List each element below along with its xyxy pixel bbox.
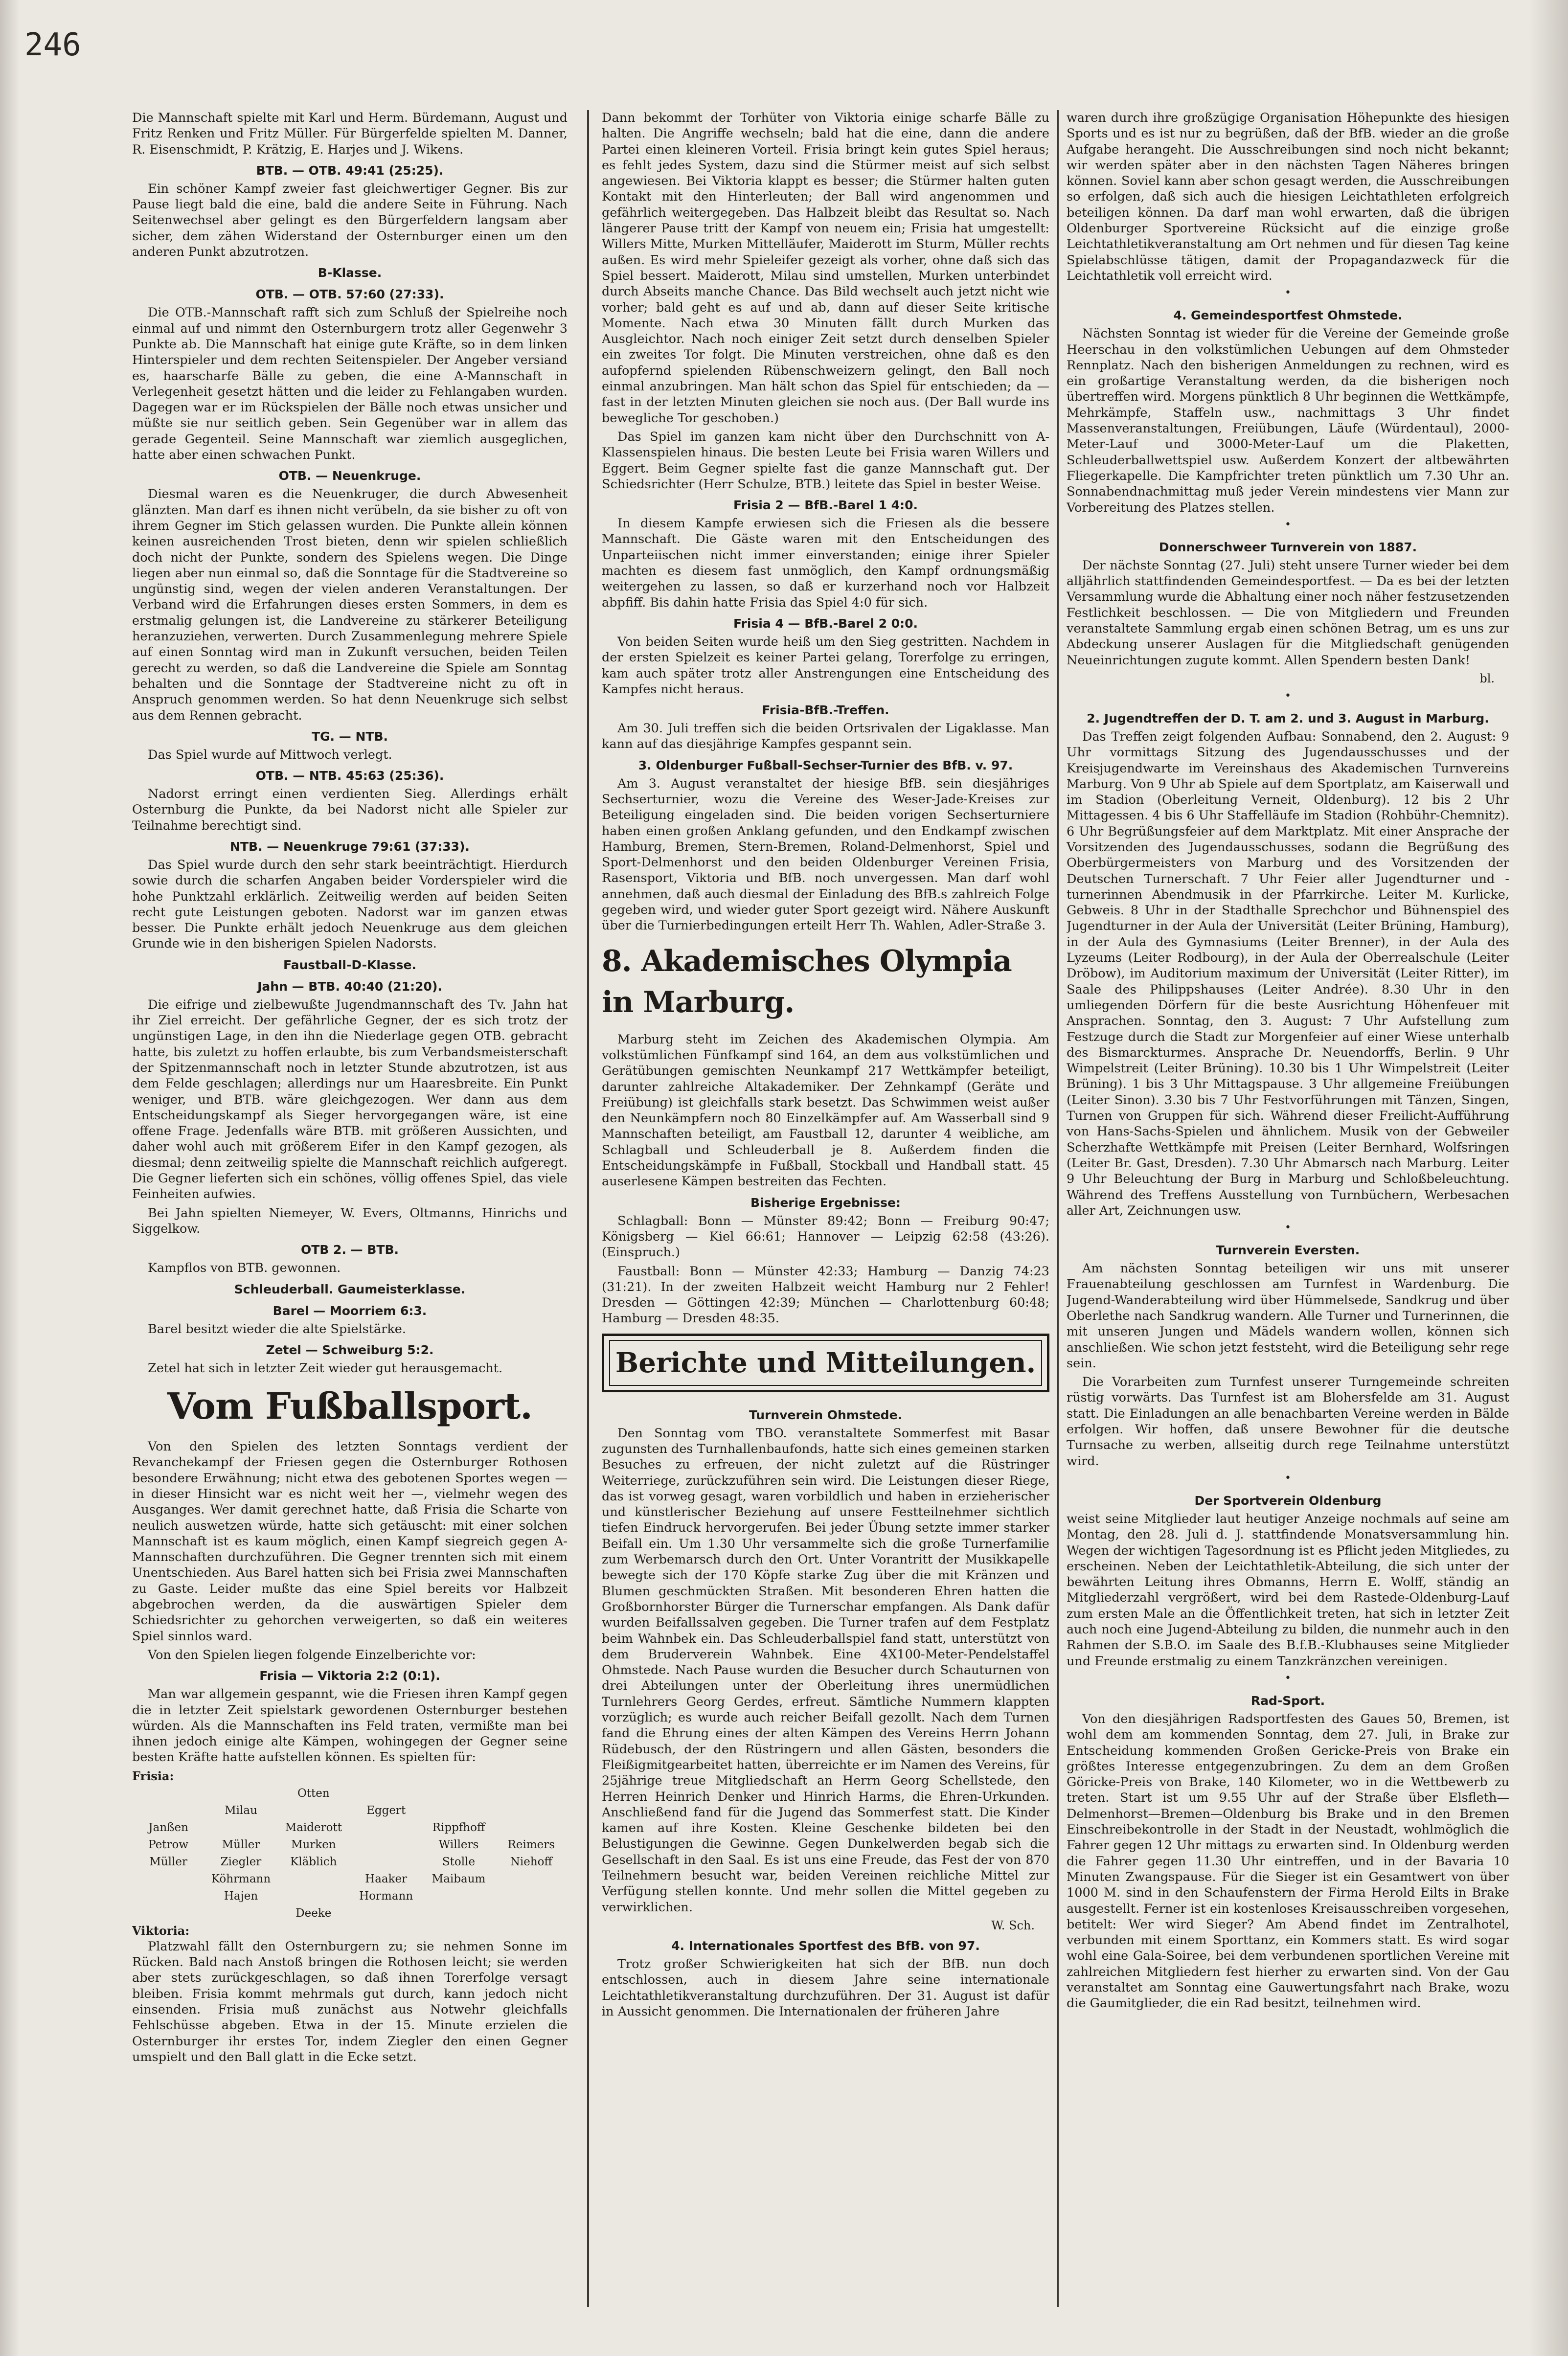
article-heading: 4. Internationales Sportfest des BfB. von 97. bbox=[671, 1938, 980, 1953]
team-label: Viktoria: bbox=[132, 1923, 190, 1938]
player-name: Reimers bbox=[507, 1838, 555, 1851]
match-heading: Barel — Moorriem 6:3. bbox=[273, 1303, 427, 1318]
paragraph: Trotz großer Schwierigkeiten hat sich der BfB. nun doch entschlossen, auch in diesem Jahre seine internationale Leichtathletikveranstaltung durchzuführen. Der 31. August ist dafür in Aussicht genommen. Die Internationalen der früheren Jahre bbox=[602, 1956, 1049, 2019]
paragraph: Das Treffen zeigt folgenden Aufbau: Sonnabend, den 2. August: 9 Uhr vormittags Sitzung des Jugendausschusses und der Kreisjugendwarte im Vereinshaus des Akademischen Turnvereins Marburg. Von 9 Uhr ab Spiele auf dem Sportplatz, am Kaiserwall und im Stadion (Oberleitung Verneit, Oldenburg). 12 bis 2 Uhr Mittagessen. 4 bis 6 Uhr Staffelläufe im Stadion (Rohbühr-Chemnitz). 6 Uhr Begrüßungsfeier auf dem Marktplatz. Mit einer Ansprache der Vorsitzenden des Jugendausschusses, sodann die Begrüßung des Oberbürgermeisters von Marburg und des Vorsitzenden der Deutschen Turnerschaft. 7 Uhr Feier aller Jugendturner und -turnerinnen Abendmusik in der Pfarrkirche. Leiter M. Kurlicke, Gebweis. 8 Uhr in der Stadthalle Sprechchor und Bühnenspiel des Jugendturner in der Aula der Universität (Leiter Brüning, Hamburg), in der Aula des Gymnasiums (Leiter Brenner), in der Aula des Lyzeums (Leiter Rodbourg), in der Aula der Oberrealschule (Leiter Dröbow), im Auditorium maximum der Universität (Leiter Ritter), im Saale des Philippshauses (Leiter Andrée). 8.30 Uhr in den umliegenden Dörfern für die beste Ausrichtung Höhenfeuer mit Ansprachen. Sonntag, den 3. August: 7 Uhr Aufstellung zum Festzuge durch die Stadt zur Morgenfeier auf einer Wiese unterhalb des Bismarckturmes. Ansprache Dr. Neuendorffs, Berlin. 9 Uhr Wimpelstreit (Leiter Brüning). 10.30 bis 1 Uhr Wimpelstreit (Leiter Brüning). 1 bis 3 Uhr Mittagspause. 3 Uhr allgemeine Freiübungen (Leiter Sinon). 3.30 bis 7 Uhr Festvorführungen mit Tänzen, Singen, Turnen von Gruppen für sich. Während dieser Freilicht-Aufführung von Hans-Sachs-Spielen und ähnlichem. Musik von der Gebweiler Scherzhafte Wettkämpfe mit Preisen (Leiter Bernhard, Wolfsringen (Leiter Br. Gast, Dresden). 7.30 Uhr Abmarsch nach Marburg. Leiter 9 Uhr Beleuchtung der Burg in Marburg und Schloßbeleuchtung. Während des Treffens Ausstellung von Turnbüchern, Werbesachen aller Art, Zeichnungen usw. bbox=[1067, 729, 1509, 1218]
article-heading: 3. Oldenburger Fußball-Sechser-Turnier des BfB. v. 97. bbox=[638, 758, 1013, 772]
player-name: Hajen bbox=[224, 1889, 258, 1903]
player-name bbox=[350, 1837, 422, 1853]
player-name bbox=[277, 1803, 350, 1818]
page-edge-shadow-right bbox=[1529, 0, 1568, 2356]
player-name bbox=[350, 1786, 422, 1801]
match-heading: OTB 2. — BTB. bbox=[300, 1243, 399, 1257]
player-name: Niehoff bbox=[510, 1855, 552, 1868]
paragraph: Am 30. Juli treffen sich die beiden Ortsrivalen der Ligaklasse. Man kann auf das diesjährige Kampfes gespannt sein. bbox=[602, 721, 1049, 752]
paragraph: Am nächsten Sonntag beteiligen wir uns mit unserer Frauenabteilung geschlossen am Turnfest in Wardenburg. Die Jugend-Wanderabteilung wird über Hümmelsede, Sandkrug und über Oberlethe nach Sandkrug wandern. Alle Turner und Turnerinnen, die mit unseren Jungen und Mädels wandern wollen, können sich anschließen. Wie schon jetzt feststeht, wird die Beteiligung sehr rege sein. bbox=[1067, 1261, 1509, 1371]
player-name bbox=[132, 1803, 205, 1818]
paragraph: Am 3. August veranstaltet der hiesige BfB. sein diesjähriges Sechserturnier, wozu die Vereine des Weser-Jade-Kreises zur Beteiligung eingeladen sind. Die beiden vorigen Sechserturniere haben einen großen Anklang gefunden, und den Endkampf zwischen Hamburg, Bremen, Stern-Bremen, Roland-Delmenhorst, Spiel und Sport-Delmenhorst und den beiden Oldenburger Vereinen Frisia, Rasensport, Viktoria und BfB. noch unvergessen. Man darf wohl annehmen, daß auch diesmal der Einladung des BfB.s zahlreich Folge gegeben wird, und wieder guter Sport gezeigt wird. Nähere Auskunft über die Turnierbedingungen erteilt Herr Th. Wahlen, Adler-Straße 3. bbox=[602, 776, 1049, 933]
paragraph: Schlagball: Bonn — Münster 89:42; Bonn — Freiburg 90:47; Königsberg — Kiel 66:61; Hannover — Leipzig 62:58 (43:26). (Einspruch.) bbox=[602, 1213, 1049, 1260]
player-name bbox=[205, 1820, 277, 1835]
paragraph: Man war allgemein gespannt, wie die Friesen ihren Kampf gegen die in letzter Zeit spielstark gewordenen Osternburger bestehen würden. Als die Mannschaften ins Feld traten, vermißte man bei ihnen jedoch einige alte Kämpen, wohingegen der Gegner seine besten Kräfte hatte aufstellen können. Es spielten für: bbox=[132, 1687, 568, 1765]
player-name: Müller bbox=[222, 1838, 260, 1851]
player-name bbox=[422, 1889, 495, 1904]
paragraph: Von den diesjährigen Radsportfesten des Gaues 50, Bremen, ist wohl dem am kommenden Sonntag, dem 27. Juli, in Brake zur Entscheidung kommenden Großen Gericke-Preis von Brake ein größtes Interesse entgegenzubringen. Zu dem an dem Großen Göricke-Preis von Brake, 140 Kilometer, wo in die Wettbewerb zu treten. Start ist um 9.55 Uhr auf der Straße über Elsfleth—Delmenhorst—Bremen—Oldenburg bis Brake und in den Bremen Einschreibekontrolle in der Stadt in der Neustadt, wohlmöglich die Fahrer gegen 12 Uhr mittags zu erwarten sind. In Oldenburg werden die Fahrer gegen 11.30 Uhr eintreffen, und in der Bavaria 10 Minuten Zwangspause. Für die Sieger ist ein Gesamtwert von über 1000 M. sind in den Schaufenstern der Firma Herold Eilts in Brake ausgestellt. Ferner ist ein kostenloses Kreisausschreiben vorgesehen, betitelt: Wer wird Sieger? Am Abend findet im Zentralhotel, verbunden mit einem Sporttanz, ein Kommers statt. Es wird sogar wohl eine Gala-Soiree, bei dem verbundenen sportlichen Vereine mit zahlreichen Mitgliedern fest hierher zu erwarten sind. Von der Gau veranstaltet am Sonntag eine Gauwertungsfahrt nach Brake, wozu die Gaumitglieder, die ein Rad besitzt, teilnehmen wird. bbox=[1067, 1711, 1509, 2011]
team-label: Frisia: bbox=[132, 1768, 174, 1783]
player-name: Haaker bbox=[365, 1872, 408, 1885]
paragraph: Den Sonntag vom TBO. veranstaltete Sommerfest mit Basar zugunsten des Turnhallenbaufonds, hatte sich eines gemeinen starken Besuches zu erfreuen, der nicht zuletzt auf die Rüstringer Weiterriege, zurückzuführen sein wird. Die Leistungen dieser Riege, das ist vorweg gesagt, waren vorbildlich und haben in erzieherischer und künstlerischer Beziehung auf unsere Festteilnehmer sichtlich tiefen Eindruck hervorgerufen. Bei jeder Übung setzte immer starker Beifall ein. Um 1.30 Uhr versammelte sich die große Turnerfamilie zum Werbemarsch durch den Ort. Unter Vorantritt der Musikkapelle bewegte sich der 170 Köpfe starke Zug über die mit Kränzen und Blumen geschmückten Straßen. Mit besonderen Ehren hatten die Großbornhorster Bürger die Turnerschar empfangen. Als Dank dafür wurden Beifallssalven gegeben. Die Turner trafen auf dem Festplatz beim Wahnbek ein. Das Schleuderballspiel fand statt, unterstützt von dem Bruderverein Wahnbek. Eine 4X100-Meter-Pendelstaffel Ohmstede. Nach Pause wurden die Besucher durch Schauturnen von drei Abteilungen unter der Oberleitung ihres unermüdlichen Turnlehrers Georg Gerdes, erfreut. Sämtliche Nummern klappten vorzüglich; es wurde auch reicher Beifall gezollt. Nach dem Turnen fand die Ehrung eines der alten Kämpen des Vereins Herrn Johann Rüdebusch, der den Rüstringern und allen Gästen, besonders die Fleißigmitgearbeitet hatten, überreichte er im Namen des Vereins, für 25jährige treue Mitgliedschaft an Herrn Georg Schellstede, den Herren Heinrich Denker und Hinrich Harms, die Ehren-Urkunden. Anschließend fand für die Jugend das Sommerfest statt. Die Kinder kamen auf ihre Kosten. Kleine Geschenke bildeten bei den Belustigungen die Gewinne. Gegen Dunkelwerden begab sich die Gesellschaft in den Saal. Es ist uns eine Freude, das Fest der von 870 Teilnehmern besucht war, beiden Vereinen reichliche Mittel zur Verfügung stellen konnte. Und mehr sollen die Mittel gegeben zu verwirklichen. bbox=[602, 1426, 1049, 1915]
match-heading: TG. — NTB. bbox=[311, 729, 388, 744]
player-name bbox=[205, 1786, 277, 1801]
lineup-row bbox=[132, 1803, 568, 1818]
player-name bbox=[495, 1820, 568, 1835]
page-edge-shadow-left bbox=[0, 0, 20, 2356]
match-heading: OTB. — NTB. 45:63 (25:36). bbox=[255, 769, 444, 783]
paragraph: Nadorst erringt einen verdienten Sieg. Allerdings erhält Osternburg die Punkte, da bei Nadorst nicht alle Spieler zur Teilnahme berechtigt sind. bbox=[132, 787, 568, 833]
player-name bbox=[132, 1872, 205, 1887]
player-name: Maibaum bbox=[432, 1872, 486, 1885]
player-name bbox=[277, 1889, 350, 1904]
lineup bbox=[132, 1786, 568, 1921]
paragraph: Die Mannschaft spielte mit Karl und Herm. Bürdemann, August und Fritz Renken und Fritz Müller. Für Bürgerfelde spielten M. Danner, R. Eisenschmidt, P. Krätzig, E. Harjes und J. Wikens. bbox=[132, 111, 568, 157]
player-name: Willers bbox=[438, 1838, 479, 1851]
player-name bbox=[422, 1786, 495, 1801]
player-name: Maiderott bbox=[285, 1821, 342, 1834]
player-name: Deeke bbox=[295, 1906, 332, 1920]
player-name: Rippfhoff bbox=[432, 1821, 485, 1834]
article-heading: Rad-Sport. bbox=[1250, 1693, 1325, 1708]
lineup-row bbox=[132, 1872, 568, 1887]
lineup-row bbox=[132, 1906, 568, 1921]
player-name: Milau bbox=[225, 1804, 257, 1817]
paragraph: Faustball: Bonn — Münster 42:33; Hamburg — Danzig 74:23 (31:21). In der zweiten Halbzeit weicht Hamburg nur 2 Fehler! Dresden — Göttingen 42:39; München — Charlottenburg 60:48; Hamburg — Dresden 48:35. bbox=[602, 1264, 1049, 1326]
separator-dot: • bbox=[1285, 689, 1291, 702]
player-name: Murken bbox=[291, 1838, 336, 1851]
article-heading: Turnverein Eversten. bbox=[1216, 1243, 1360, 1258]
paragraph: Die Vorarbeiten zum Turnfest unserer Turngemeinde schreiten rüstig vorwärts. Das Turnfest ist am Blohersfelde am 31. August statt. Die Einladungen an alle benachbarten Vereine werden in Bälde erfolgen. Wir hoffen, daß unsere Bewohner für die deutsche Turnsache zu werben, allseitig durch rege Teilnahme unterstützt wird. bbox=[1067, 1375, 1509, 1469]
player-name bbox=[495, 1906, 568, 1921]
paragraph: Ein schöner Kampf zweier fast gleichwertiger Gegner. Bis zur Pause liegt bald die eine, bald die andere Seite in Führung. Nach Seitenwechsel aber gelingt es den Bürgerfeldern langsam aber sicher, dem zähen Widerstand der Osternburger einen um den anderen Punkt abzutrotzen. bbox=[132, 181, 568, 260]
section-box-berichte bbox=[602, 1334, 1049, 1392]
page-number: 246 bbox=[24, 27, 81, 63]
paragraph: waren durch ihre großzügige Organisation Höhepunkte des hiesigen Sports und es ist nur zu begrüßen, daß der BfB. wieder an die große Aufgabe herangeht. Die Ausschreibungen sind noch nicht bekannt; wir werden später aber in den nächsten Tagen Näheres bringen können. Soviel kann aber schon gesagt werden, die Ausschreibungen so erfolgen, daß sich auch die hiesigen Leichtathleten erfolgreich beteiligen können. Da darf man wohl erwarten, daß die übrigen Oldenburger Sportvereine Rücksicht auf die einzige große Leichtathletikveranstaltung am Ort nehmen und für diesen Tag keine Spielabschlüsse tätigen, damit der Propagandazweck für die Leichtathletik voll erreicht wird. bbox=[1067, 111, 1509, 283]
class-heading: B-Klasse. bbox=[318, 266, 382, 280]
player-name bbox=[495, 1889, 568, 1904]
signature: W. Sch. bbox=[991, 1918, 1035, 1932]
player-name: Otten bbox=[297, 1787, 330, 1800]
paragraph: Barel besitzt wieder die alte Spielstärke. bbox=[148, 1321, 407, 1337]
paragraph: Platzwahl fällt den Osternburgern zu; sie nehmen Sonne im Rücken. Bald nach Anstoß bringen die Rothosen leicht; sie werden aber stets zurückgeschlagen, so daß ihnen Torerfolge versagt bleiben. Frisia kommt mehrmals gut durch, kann jedoch nicht einsenden. Frisia muß zunächst aus Notwehr gleichfalls Fehlschüsse abgeben. Etwa in der 15. Minute erzielen die Osternburger ihr erstes Tor, indem Ziegler den einen Gegner umspielt und den Ball glatt in die Ecke setzt. bbox=[132, 1939, 568, 2064]
player-name: Köhrmann bbox=[211, 1872, 271, 1885]
article-heading: Donnerschweer Turnverein von 1887. bbox=[1159, 540, 1417, 554]
article-heading: Turnverein Ohmstede. bbox=[749, 1407, 903, 1422]
paragraph: Die OTB.-Mannschaft rafft sich zum Schluß der Spielreihe noch einmal auf und nimmt den Osternburgern trotz aller Gegenwehr 3 Punkte ab. Die Mannschaft hat einige gute Kräfte, so in dem linken Hinterspieler und dem rechten Seitenspieler. Der Angeber versiand es, haarscharfe Bälle zu geben, die eine A-Mannschaft in Verlegenheit gesetzt hätten und die leider zu Fehlangaben wurden. Dagegen war er im Rückspielen der Bälle noch etwas unsicher und müßte sie nur seitlich geben. Sein Gegenüber war in allem das gerade Gegenteil. Seine Mannschaft war ziemlich ausgeglichen, hatte aber einen schwachen Punkt. bbox=[132, 305, 568, 463]
match-heading: Frisia-BfB.-Treffen. bbox=[762, 703, 889, 718]
paragraph: Kampflos von BTB. gewonnen. bbox=[148, 1261, 341, 1276]
player-name bbox=[350, 1906, 422, 1921]
separator-dot: • bbox=[1285, 1222, 1291, 1234]
column-left bbox=[132, 110, 568, 2317]
class-heading: Schleuderball. Gaumeisterklasse. bbox=[234, 1282, 466, 1296]
paragraph: Die eifrige und zielbewußte Jugendmannschaft des Tv. Jahn hat ihr Ziel erreicht. Der gefährliche Gegner, der es sich trotz der ungünstigen Lage, in den ihn die Niederlage gegen OTB. gebracht hatte, bis zuletzt zu hoffen erlaubte, bis zum Verbandsmeisterschaft der Spitzenmannschaft noch in letzter Stunde abzutrotzen, ist aus dem Felde geschlagen; allerdings nur um Haaresbreite. Ein Punkt weniger, und BTB. wäre gleichgezogen. Wer dann aus dem Entscheidungskampf als Sieger hervorgegangen wäre, ist eine offene Frage. Jedenfalls wäre BTB. mit größeren Aussichten, und daher wohl auch mit größerem Eifer in den Kampf gezogen, als diesmal; denn zeitweilig spielte die Mannschaft reichlich aufgeregt. Die Gegner lieferten sich ein schönes, völlig offenes Spiel, das viele Feinheiten aufwies. bbox=[132, 997, 568, 1202]
player-name: Stolle bbox=[442, 1855, 476, 1868]
paragraph: In diesem Kampfe erwiesen sich die Friesen als die bessere Mannschaft. Die Gäste waren mit den Entscheidungen des Unparteiischen nicht immer einverstanden; einige ihrer Spieler machten es diesem fast unmöglich, den Kampf ordnungsmäßig weitergehen zu lassen, so daß er kurzerhand noch vor Halbzeit abpfiff. Bis dahin hatte Frisia das Spiel 4:0 für sich. bbox=[602, 516, 1049, 610]
paragraph: weist seine Mitglieder laut heutiger Anzeige nochmals auf seine am Montag, den 28. Juli d. J. stattfindende Monatsversammlung hin. Wegen der wichtigen Tagesordnung ist es Pflicht jeden Mitgliedes, zu erscheinen. Neben der Leichtathletik-Abteilung, die sich unter der bewährten Leitung ihres Obmanns, Herrn E. Wolff, ständig an Mitgliederzahl vergrößert, wird bei dem Rastede-Oldenburg-Lauf zum ersten Male an die Öffentlichkeit treten, hat sich in letzter Zeit auch noch eine Jugend-Abteilung zu bilden, die nunmehr auch in den Rahmen der S.B.O. im Saale des B.f.B.-Klubhauses seine Mitglieder und Freunde erstmalig zu einem Tanzkränzchen vereinigen. bbox=[1067, 1511, 1509, 1669]
lineup-row bbox=[132, 1855, 568, 1870]
paragraph: Das Spiel wurde auf Mittwoch verlegt. bbox=[148, 747, 392, 762]
player-name bbox=[422, 1906, 495, 1921]
paragraph: Zetel hat sich in letzter Zeit wieder gut herausgemacht. bbox=[148, 1360, 503, 1376]
paragraph: Von beiden Seiten wurde heiß um den Sieg gestritten. Nachdem in der ersten Spielzeit es keiner Partei gelang, Torerfolge zu erringen, kam auch später trotz aller Anstrengungen eine Entscheidung des Kampfes nicht heraus. bbox=[602, 634, 1049, 697]
separator-dot: • bbox=[1285, 1672, 1291, 1684]
player-name: Eggert bbox=[366, 1804, 406, 1817]
column-rule bbox=[1057, 110, 1059, 2307]
paragraph: Das Spiel im ganzen kam nicht über den Durchschnitt von A-Klassenspielen hinaus. Die besten Leute bei Frisia waren Willers und Eggert. Beim Gegner spielte fast die ganze Mannschaft gut. Der Schiedsrichter (Herr Schulze, BTB.) leitete das Spiel in bester Weise. bbox=[602, 429, 1049, 492]
lineup-row bbox=[132, 1837, 568, 1853]
paragraph: Diesmal waren es die Neuenkruger, die durch Abwesenheit glänzten. Man darf es ihnen nicht verübeln, da sie bisher zu oft von ihrem Gegner im Stich gelassen wurden. Die Punkte allein können keinen ausreichenden Trost bieten, denn wir spielen schließlich doch nicht der Punkte, sondern des Spielens wegen. Die Dinge liegen aber nun einmal so, daß die Sonntage für die Stadtvereine so ungünstig sind, wegen der vielen anderen Veranstaltungen. Der Verband wird die Erfahrungen dieses ersten Sommers, in dem es erstmalig gelungen ist, die Landvereine zu stärkerer Beteiligung heranzuziehen, verwerten. Durch Zusammenlegung mehrere Spiele auf einen Sonntag wird man in Zukunft versuchen, beiden Teilen gerecht zu werden, so daß die Landvereine die Spiele am Sonntag behalten und die Sonntage der Stadtvereine nicht zu oft in Anspruch genommen werden. So hat denn Neuenkruge sich selbst aus dem Rennen gebracht. bbox=[132, 487, 568, 723]
player-name bbox=[277, 1872, 350, 1887]
player-name bbox=[495, 1803, 568, 1818]
player-name: Petrow bbox=[148, 1838, 189, 1851]
player-name bbox=[495, 1786, 568, 1801]
match-heading: Frisia — Viktoria 2:2 (0:1). bbox=[259, 1669, 440, 1683]
match-heading: Jahn — BTB. 40:40 (21:20). bbox=[257, 979, 442, 994]
results-heading: Bisherige Ergebnisse: bbox=[750, 1195, 901, 1210]
match-heading: NTB. — Neuenkruge 79:61 (37:33). bbox=[230, 839, 470, 854]
separator-dot: • bbox=[1285, 518, 1291, 531]
match-heading: OTB. — Neuenkruge. bbox=[278, 469, 421, 483]
paragraph: Von den Spielen liegen folgende Einzelberichte vor: bbox=[148, 1647, 476, 1662]
player-name bbox=[132, 1889, 205, 1904]
paragraph: Das Spiel wurde durch den sehr stark beeinträchtigt. Hierdurch sowie durch die scharfen Angaben beider Vorderspieler wird die hohe Punktzahl erklärlich. Zeitweilig werden auf beiden Seiten recht gute Leistungen geboten. Nadorst war im ganzen etwas besser. Die Punkte erhält jedoch Neuenkruge aus dem gleichen Grunde wie in den bisherigen Spielen Nadorsts. bbox=[132, 857, 568, 951]
player-name bbox=[132, 1786, 205, 1801]
separator-dot: • bbox=[1285, 1472, 1291, 1484]
column-right bbox=[1067, 110, 1509, 2317]
player-name bbox=[422, 1803, 495, 1818]
article-heading: Der Sportverein Oldenburg bbox=[1194, 1493, 1382, 1508]
match-heading: BTB. — OTB. 49:41 (25:25). bbox=[256, 163, 444, 178]
player-name: Kläblich bbox=[290, 1855, 337, 1868]
match-heading: Frisia 2 — BfB.-Barel 1 4:0. bbox=[733, 498, 918, 513]
section-title-olympia: 8. Akademisches Olympia in Marburg. bbox=[602, 944, 1012, 1019]
lineup-row bbox=[132, 1786, 568, 1801]
player-name bbox=[205, 1906, 277, 1921]
player-name: Müller bbox=[149, 1855, 187, 1868]
section-title-fussballsport: Vom Fußballsport. bbox=[167, 1385, 532, 1428]
paragraph: Von den Spielen des letzten Sonntags verdient der Revanchekampf der Friesen gegen die Osternburger Rothosen besondere Erwähnung; nicht etwa des gebotenen Sportes wegen — in dieser Hinsicht war es nicht weit her —, vielmehr wegen des Ausganges. Wer damit gerechnet hatte, daß Frisia die Scharte von neulich auswetzen würde, hatte sich getäuscht: mit einer solchen Mannschaft ist es kaum möglich, einen Kampf siegreich gegen A-Mannschaften durchzuführen. Die Gegner trennten sich mit einem Unentschieden. Aus Barel hatten sich bei Frisia zwei Mannschaften zu Gaste. Leider mußte das eine Spiel bereits vor Halbzeit abgebrochen werden, da die auswärtigen Spieler dem Schiedsrichter zu gehorchen verweigerten, so daß ein weiteres Spiel sinnlos ward. bbox=[132, 1439, 568, 1644]
player-name bbox=[350, 1820, 422, 1835]
player-name: Janßen bbox=[148, 1821, 188, 1834]
player-name bbox=[132, 1906, 205, 1921]
article-heading: 4. Gemeindesportfest Ohmstede. bbox=[1173, 308, 1403, 323]
paragraph: Nächsten Sonntag ist wieder für die Vereine der Gemeinde große Heerschau in den volkstümlichen Uebungen auf dem Ohmsteder Rennplatz. Nach den bisherigen Anmeldungen zu rechnen, wird es ein großartige Veranstaltung werden, da die bisherigen noch übertreffen wird. Morgens pünktlich 8 Uhr beginnen die Wettkämpfe, Mehrkämpfe, Staffeln usw., nachmittags 3 Uhr findet Massenveranstaltungen, Freiübungen, Läufe (Würdentaul), 2000-Meter-Lauf und 3000-Meter-Lauf um die Plaketten, Schleuderballwettspiel usw. Außerdem Konzert der altbewährten Fliegerkapelle. Die Kampfrichter treten pünktlich um 7.30 Uhr an. Sonnabendnachmittag muß jeder Verein mindestens vier Mann zur Vorbereitung des Platzes stellen. bbox=[1067, 326, 1509, 515]
player-name bbox=[350, 1855, 422, 1870]
class-heading: Faustball-D-Klasse. bbox=[283, 957, 416, 972]
paragraph: Marburg steht im Zeichen des Akademischen Olympia. Am volkstümlichen Fünfkampf sind 164, an dem aus volkstümlichen und Gerätübungen gemischten Neunkampf 217 Wettkämpfer beteiligt, darunter zahlreiche Altakademiker. Der Zehnkampf (Geräte und Freiübung) ist gleichfalls stark besetzt. Das Schwimmen weist außer den Neunkämpfern noch 80 Einzelkämpfer auf. Am Wasserball sind 9 Mannschaften beteiligt, am Faustball 12, darunter 4 weibliche, am Schlagball und Schleuderball je 8. Außerdem finden die Entscheidungskämpfe in Fußball, Stockball und Handball statt. 45 auserlesene Kämpen bestreiten das Fechten. bbox=[602, 1032, 1049, 1189]
player-name: Hormann bbox=[359, 1889, 413, 1903]
lineup-row bbox=[132, 1820, 568, 1835]
lineup-row bbox=[132, 1889, 568, 1904]
paragraph: Der nächste Sonntag (27. Juli) steht unsere Turner wieder bei dem alljährlich stattfindenden Gemeindesportfest. — Da es bei der letzten Versammlung wurde die Abhaltung einer noch näher festzusetzenden Festlichkeit beschlossen. — Die von Mitgliedern und Freunden veranstaltete Sammlung ergab einen schönen Betrag, um es uns zur Abdeckung unserer Auslagen für die Mitgliedschaft genügenden Neueinrichtungen zugute kommt. Allen Spendern besten Dank! bbox=[1067, 558, 1509, 668]
paragraph: Bei Jahn spielten Niemeyer, W. Evers, Oltmanns, Hinrichs und Siggelkow. bbox=[132, 1205, 568, 1236]
match-heading: Frisia 4 — BfB.-Barel 2 0:0. bbox=[733, 616, 918, 631]
article-heading: 2. Jugendtreffen der D. T. am 2. und 3. August in Marburg. bbox=[1087, 711, 1489, 725]
separator-dot: • bbox=[1285, 287, 1291, 299]
player-name: Ziegler bbox=[220, 1855, 262, 1868]
column-rule bbox=[587, 110, 589, 2307]
match-heading: Zetel — Schweiburg 5:2. bbox=[266, 1342, 434, 1357]
section-title-berichte: Berichte und Mitteilungen. bbox=[609, 1340, 1042, 1386]
paragraph: Dann bekommt der Torhüter von Viktoria einige scharfe Bälle zu halten. Die Angriffe wechseln; bald hat die eine, dann die andere Partei einen kleineren Vorteil. Frisia bringt kein gutes Spiel heraus; es fehlt jedes System, dazu sind die Stürmer meist auf sich selbst angewiesen. Bei Viktoria klappt es besser; die Stürmer halten guten Kontakt mit den Hinterleuten; der Ball wird angenommen und gefährlich weitergegeben. Das Halbzeit bleibt das Resultat so. Nach längerer Pause tritt der Kampf von neuem ein; Frisia hat umgestellt: Willers Mitte, Murken Mittelläufer, Maiderott im Sturm, Müller rechts außen. Es wird mehr Spieleifer gezeigt als vorher, ohne daß sich das Spiel bessert. Maiderott, Milau sind umstellen, Murken unterbindet durch Abseits manche Chance. Das Bild wechselt auch jetzt nicht wie vorher; bald geht es auf und ab, dann auf dieser Seite kritische Momente. Nach etwa 30 Minuten fällt durch Murken das Ausgleichtor. Nach noch einiger Zeit setzt durch denselben Spieler ein zweites Tor folgt. Die Minuten verstreichen, ohne daß es den aufopfernd spielenden Rübenschweizern gelingt, den Ball noch einmal anzubringen. Man hält schon das Spiel für entschieden; da — fast in der letzten Minuten gleichen sie noch aus. (Der Ball wurde ins bewegliche Tor geschoben.) bbox=[602, 111, 1049, 426]
column-middle bbox=[602, 110, 1049, 2317]
signature: bl. bbox=[1479, 671, 1495, 685]
match-heading: OTB. — OTB. 57:60 (27:33). bbox=[255, 287, 444, 302]
player-name bbox=[495, 1872, 568, 1887]
